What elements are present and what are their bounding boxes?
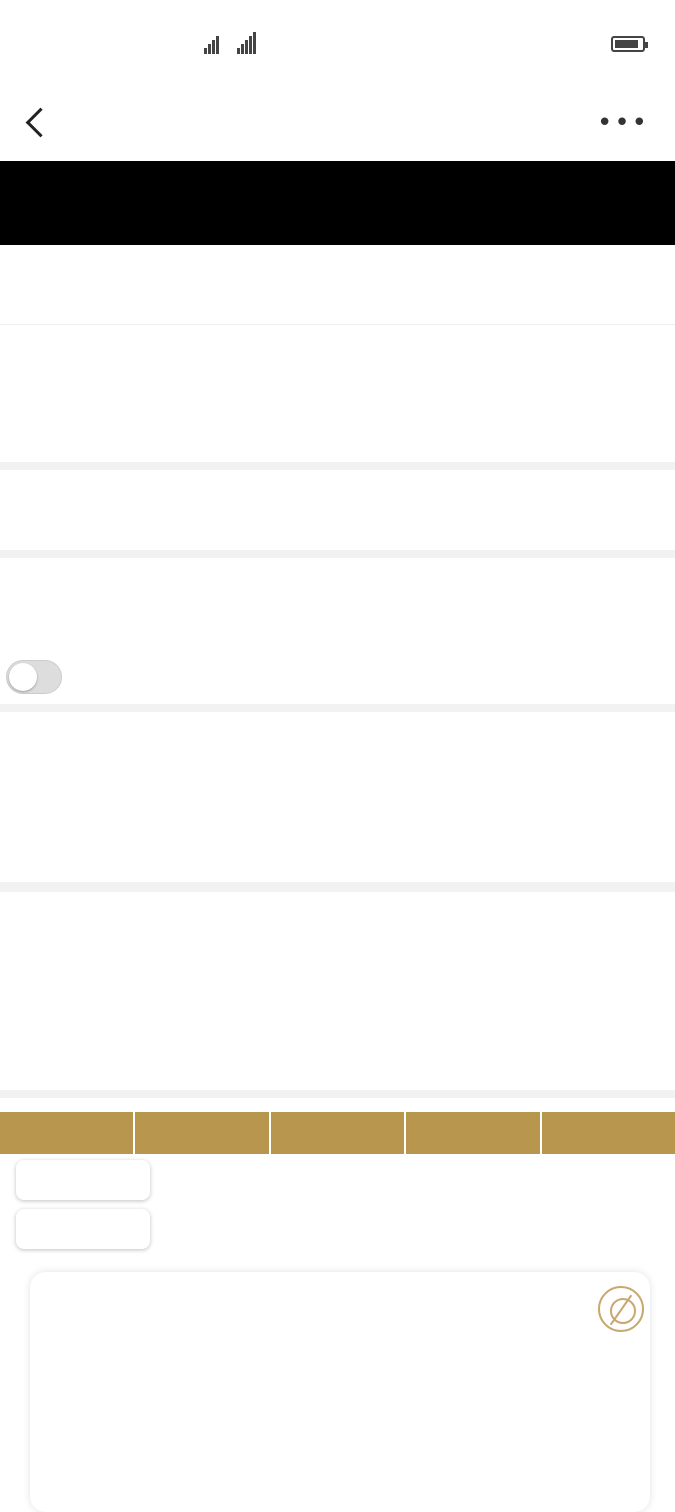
annual-luck-section [0,724,675,892]
signal-icon [237,30,256,54]
element-metal [0,1112,135,1154]
status-right [611,36,653,52]
more-icon[interactable]: ••• [596,108,649,138]
pillar-info-grid [0,324,675,470]
element-wood [542,1112,675,1154]
tab-basic-info[interactable] [0,161,169,245]
five-elements-bar [0,1112,675,1154]
stem-notice [16,1160,675,1200]
back-icon[interactable] [20,102,60,142]
shutter-icon[interactable] [598,1286,644,1332]
small-luck-toggle[interactable] [6,660,62,694]
tab-notes[interactable] [506,161,675,245]
hidden-stems-row [0,245,675,323]
signal-area [180,30,256,54]
tab-detailed-chart[interactable] [338,161,507,245]
major-luck-section [0,560,675,712]
tab-bar [0,161,675,245]
status-bar [0,0,675,90]
monthly-luck-section [0,902,675,1098]
branch-notice [16,1209,675,1249]
signal-icon [204,30,219,54]
branch-notice-badge[interactable] [16,1209,150,1249]
element-earth [271,1112,406,1154]
title-bar [0,90,675,160]
luck-start-section [0,478,675,558]
element-fire [406,1112,541,1154]
hd-icon [180,41,186,43]
element-water [135,1112,270,1154]
battery-icon [611,36,645,52]
stem-notice-badge[interactable] [16,1160,150,1200]
tab-basic-chart[interactable] [169,161,338,245]
shensha-card [30,1272,650,1512]
